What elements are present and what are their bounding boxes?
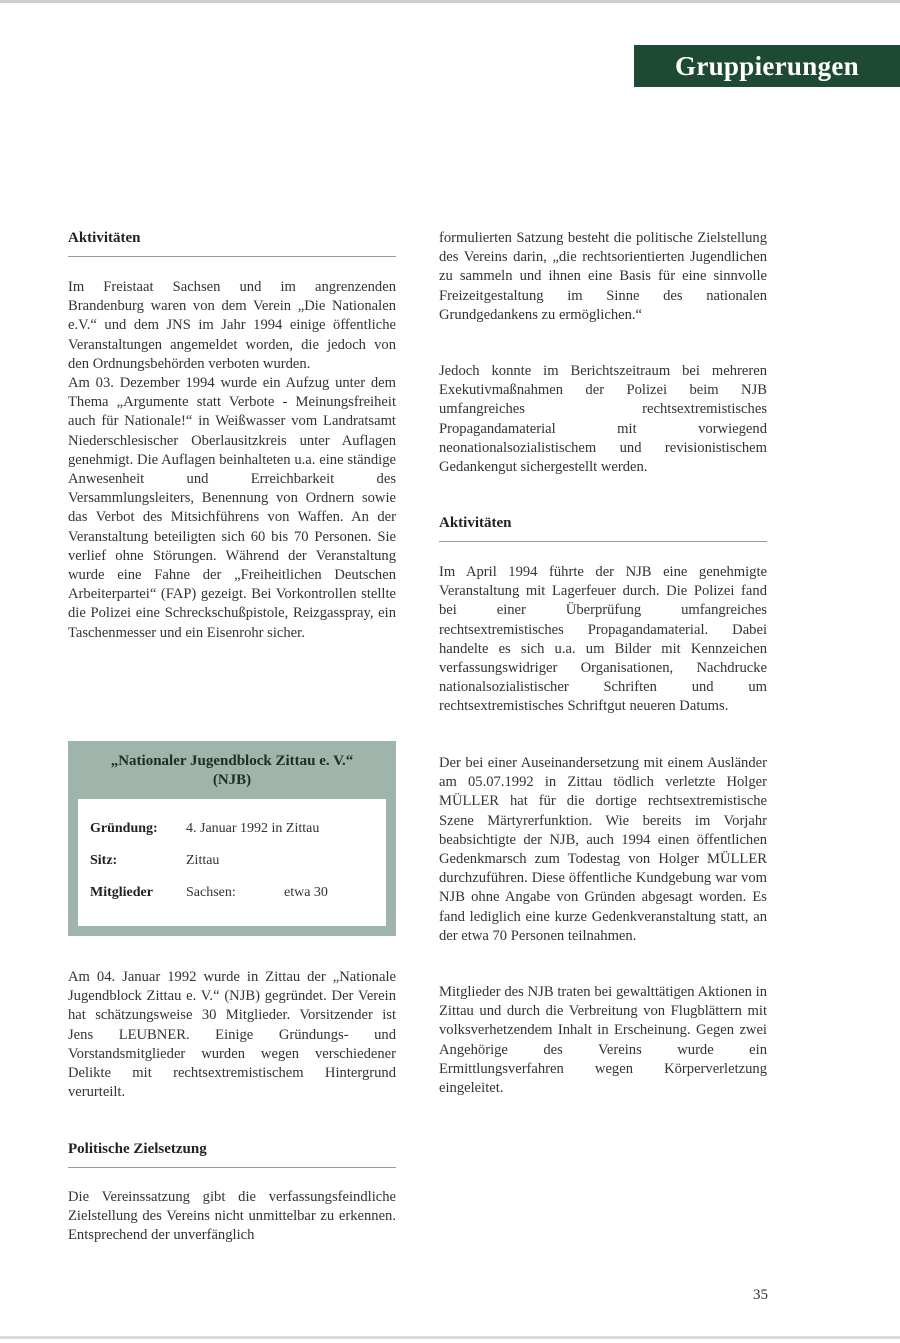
right-text-block-3 <box>439 563 767 717</box>
heading-politische-zielsetzung: Politische Zielsetzung <box>68 1141 396 1168</box>
heading-aktivitaeten-left: Aktivitäten <box>68 230 396 257</box>
left-heading-activities-block <box>68 230 396 257</box>
infobox-details <box>78 799 386 926</box>
paragraph-left-4: Die Vereinssatzung gibt die verfassungsfeindliche Zielstellung des Vereins nicht unmittelbar zu erkennen. Entsprechend der unverfänglich <box>68 1189 396 1244</box>
infobox-title-line2: (NJB) <box>212 772 252 788</box>
left-text-block-2 <box>68 968 396 1102</box>
infobox-title <box>68 752 396 790</box>
paragraph-right-1: formulierten Satzung besteht die politische Zielstellung des Vereins darin, „die rechtsorientierten Jugendlichen zu sammeln und ihnen eine Basis für eine sinnvolle Freizeitgestaltung im Sinne des nationalen Grundgedankens zu ermöglichen.“ <box>439 230 767 323</box>
right-text-block-1 <box>439 229 767 325</box>
paragraph-right-3: Im April 1994 führte der NJB eine genehmigte Veranstaltung mit Lagerfeuer durch. Die Polizei fand bei einer Überprüfung umfangreiches rechtsextremistisches Propagandamaterial. Dabei handelte es sich u.a. um Bilder mit Kennzeichen verfassungswidriger Organisationen, Nachdrucke nationalsozialistischer Schriften und um rechtsextremistisches Schriftgut neueren Datums. <box>439 564 767 715</box>
paragraph-left-2: Am 03. Dezember 1994 wurde ein Aufzug unter dem Thema „Argumente statt Verbote - Meinungsfreiheit auch für Nationale!“ in Weißwasser vom Landratsamt Niederschlesischer Oberlausitzkreis unter Auflagen genehmigt. Die Auflagen beinhalteten u.a. eine ständige Anwesenheit und Erreichbarkeit des Versammlungsleiters, Benennung von Ordnern sowie das Verbot des Mitsichführens von Waffen. An der Veranstaltung beteiligten sich 60 bis 70 Personen. Sie verlief ohne Störungen. Während der Veranstaltung wurde eine Fahne der „Freiheitlichen Deutschen Arbeiterpartei“ (FAP) gezeigt. Bei Vorkontrollen stellte die Polizei eine Schreckschußpistole, Reizgasspray, ein Taschenmesser und ein Eisenrohr sicher. <box>68 375 396 641</box>
members-count: etwa 30 <box>284 885 328 900</box>
paragraph-right-2: Jedoch konnte im Berichtszeitraum bei mehreren Exekutivmaßnahmen der Polizei beim NJB umfangreiches rechtsextremistisches Propagandamaterial mit vorwiegend neonationalsozialistischem und revisionistischem Gedankengut sichergestellt werden. <box>439 363 767 476</box>
seat-value: Zittau <box>186 853 220 868</box>
paragraph-left-1: Im Freistaat Sachsen und im angrenzenden Brandenburg waren von dem Verein „Die Nationalen e.V.“ und dem JNS im Jahr 1994 einige öffentliche Veranstaltungen angemeldet worden, die jedoch von den Ordnungsbehörden verboten wurden. <box>68 279 396 372</box>
top-rule <box>0 0 900 3</box>
right-text-block-4 <box>439 754 767 946</box>
members-region: Sachsen: <box>186 885 236 900</box>
right-text-block-5 <box>439 983 767 1098</box>
right-heading-activities-block <box>439 515 767 542</box>
section-banner: Gruppierungen <box>634 45 900 87</box>
bottom-rule <box>0 1336 900 1339</box>
left-text-block-1 <box>68 278 396 643</box>
founding-label: Gründung: <box>90 821 158 836</box>
organization-info-box <box>68 741 396 936</box>
infobox-title-line1: „Nationaler Jugendblock Zittau e. V.“ <box>110 753 354 769</box>
paragraph-left-3: Am 04. Januar 1992 wurde in Zittau der „Nationale Jugendblock Zittau e. V.“ (NJB) gegründet. Der Verein hat schätzungsweise 30 Mitglieder. Vorsitzender ist Jens LEUBNER. Einige Gründungs- und Vorstandsmitglieder wurden wegen verschiedener Delikte mit rechtsextremistischem Hintergrund verurteilt. <box>68 969 396 1101</box>
right-text-block-2 <box>439 362 767 477</box>
heading-aktivitaeten-right: Aktivitäten <box>439 515 767 542</box>
left-heading-goals-block <box>68 1141 396 1168</box>
seat-label: Sitz: <box>90 853 118 868</box>
founding-value: 4. Januar 1992 in Zittau <box>186 821 320 836</box>
paragraph-right-4: Der bei einer Auseinandersetzung mit einem Ausländer am 05.07.1992 in Zittau tödlich verletzte Holger MÜLLER hat für die dortige rechtsextremistische Szene Märtyrerfunktion. Wie bereits im Vorjahr beabsichtigte der NJB, auch 1994 einen öffentlichen Gedenkmarsch zum Todestag von Holger MÜLLER durchzuführen. Diese öffentliche Kundgebung war vom NJB ohne Angabe von Gründen abgesagt worden. Es fand lediglich eine kurze Gedenkveranstaltung statt, an der etwa 70 Personen teilnahmen. <box>439 755 767 944</box>
members-label: Mitglieder <box>90 885 153 900</box>
page-number: 35 <box>753 1287 768 1303</box>
left-text-block-3 <box>68 1188 396 1246</box>
paragraph-right-5: Mitglieder des NJB traten bei gewalttätigen Aktionen in Zittau und durch die Verbreitung von Flugblättern mit volksverhetzendem Inhalt in Erscheinung. Gegen zwei Angehörige des Vereins wurde ein Ermittlungsverfahren wegen Körperverletzung eingeleitet. <box>439 984 767 1097</box>
